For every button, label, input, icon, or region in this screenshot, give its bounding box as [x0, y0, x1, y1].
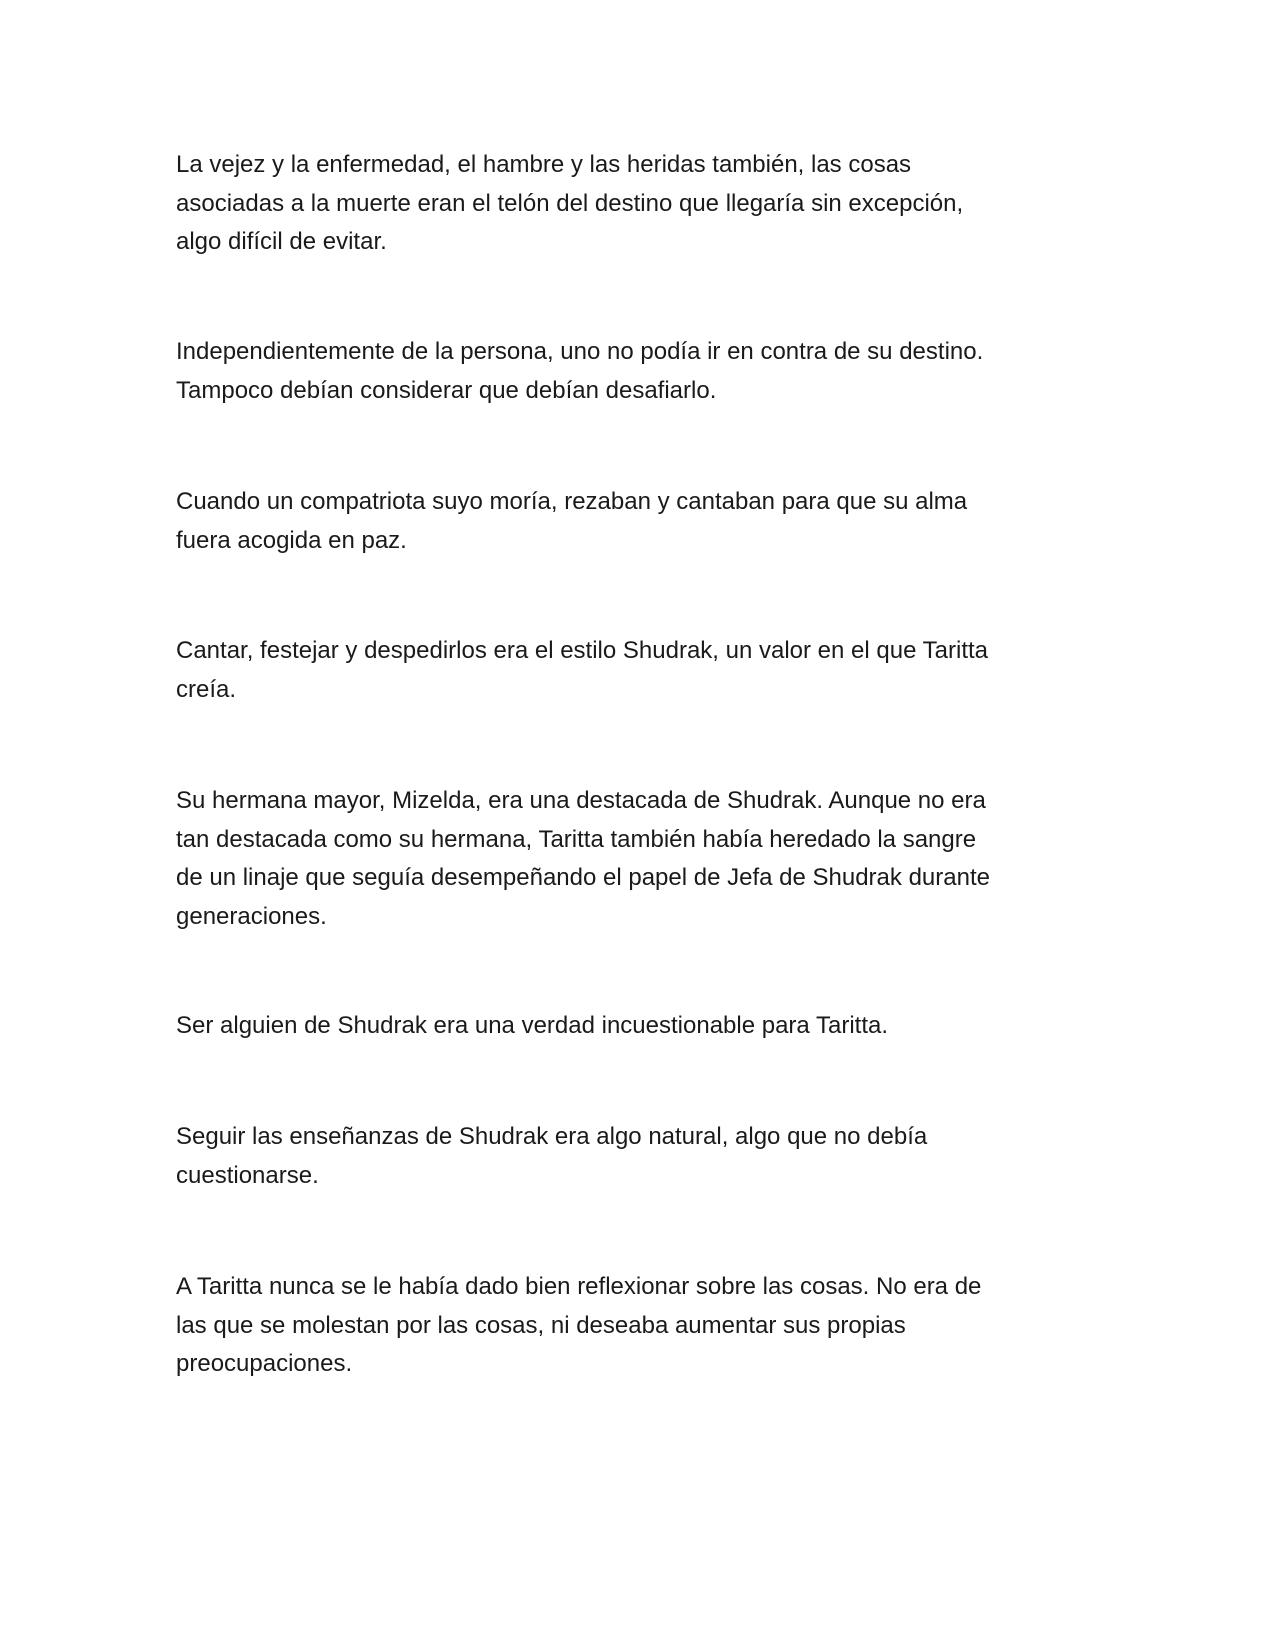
- paragraph-4: [176, 632, 1096, 709]
- paragraph-2: [176, 333, 1096, 410]
- paragraph-line: asociadas a la muerte eran el telón del destino que llegaría sin excepción,: [176, 189, 964, 217]
- paragraph-line: cuestionarse.: [176, 1161, 319, 1189]
- paragraph-line: Cuando un compatriota suyo moría, rezaban y cantaban para que su alma: [176, 488, 968, 515]
- paragraph-line: Ser alguien de Shudrak era una verdad incuestionable para Taritta.: [176, 1012, 889, 1039]
- paragraph-line: La vejez y la enfermedad, el hambre y las heridas también, las cosas: [176, 151, 912, 178]
- paragraph-8: [176, 1268, 1096, 1384]
- paragraph-7: [176, 1118, 1096, 1195]
- paragraph-line: tan destacada como su hermana, Taritta también había heredado la sangre: [176, 825, 977, 853]
- paragraph-6: [176, 1007, 1096, 1046]
- paragraph-line: Tampoco debían considerar que debían desafiarlo.: [176, 376, 717, 404]
- paragraph-line: algo difícil de evitar.: [176, 228, 387, 255]
- paragraph-line: Independientemente de la persona, uno no podía ir en contra de su destino.: [176, 338, 984, 365]
- paragraph-line: fuera acogida en paz.: [176, 526, 407, 554]
- paragraph-line: Su hermana mayor, Mizelda, era una destacada de Shudrak. Aunque no era: [176, 787, 986, 814]
- paragraph-line: las que se molestan por las cosas, ni deseaba aumentar sus propias: [176, 1311, 906, 1339]
- paragraph-line: A Taritta nunca se le había dado bien reflexionar sobre las cosas. No era de: [176, 1273, 982, 1300]
- paragraph-1: [176, 146, 1096, 262]
- paragraph-line: de un linaje que seguía desempeñando el papel de Jefa de Shudrak durante: [176, 864, 990, 891]
- paragraph-5: [176, 782, 1096, 936]
- paragraph-line: preocupaciones.: [176, 1350, 353, 1377]
- paragraph-3: [176, 483, 1096, 560]
- paragraph-line: creía.: [176, 675, 237, 703]
- paragraph-line: generaciones.: [176, 902, 327, 930]
- paragraph-line: Seguir las enseñanzas de Shudrak era algo natural, algo que no debía: [176, 1123, 928, 1150]
- paragraph-line: Cantar, festejar y despedirlos era el estilo Shudrak, un valor en el que Taritta: [176, 637, 989, 664]
